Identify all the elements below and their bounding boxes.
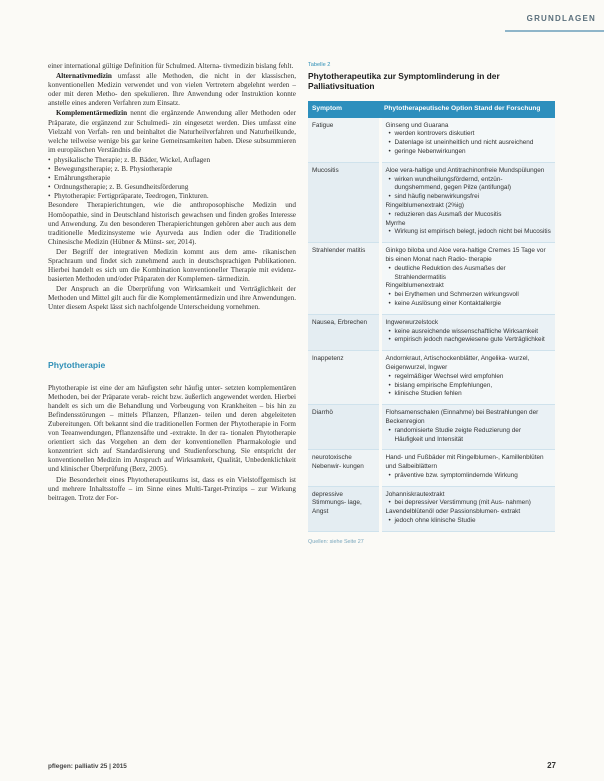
option-bullet: • wirken wundheilungsfördernd, entzün- dungshemmend, gegen Pilze (antifungal) bbox=[386, 176, 552, 194]
paragraph: einer international gültige Definition für Schulmed. Alterna- tivmedizin bislang fehlt. bbox=[48, 62, 294, 70]
section-heading: Phytotherapie bbox=[48, 359, 106, 370]
paragraph-body: umfasst alle Methoden, die nicht in der klassischen, konventionellen Medizin verwendet und von vielen Vertretern abgelehnt werden – oder mit deren Metho- den spekulieren. Ihre Anwendung oder Instruktion konnte anstelle eines anderen Verfahren zum Einsatz. bbox=[48, 72, 296, 108]
option-text: Ginseng und Guarana bbox=[385, 121, 449, 129]
option-bullets bbox=[386, 373, 552, 399]
table-kicker: Tabelle 2 bbox=[308, 62, 331, 68]
option-bullet: • jedoch ohne klinische Studie bbox=[386, 517, 552, 526]
option-bullets bbox=[386, 499, 552, 508]
table-column bbox=[308, 62, 555, 545]
option-text: Aloe vera-haltige und Antitrachinonfreie Mundspülungen bbox=[385, 166, 545, 174]
list-item: • Phytotherapie: Fertigpräparate, Teedrogen, Tinkturen. bbox=[48, 192, 296, 201]
option-bullets bbox=[386, 472, 552, 481]
term: Alternativmedizin bbox=[56, 72, 112, 81]
option-bullet: • randomisierte Studie zeigte Reduzierung der Häufigkeit und Intensität bbox=[386, 427, 552, 445]
page-number: 27 bbox=[547, 761, 556, 770]
table-row bbox=[308, 351, 555, 405]
term: Komplementärmedizin bbox=[56, 109, 128, 118]
option-bullet: • bislang empirische Empfehlungen, bbox=[386, 382, 552, 391]
option-cell bbox=[380, 486, 555, 531]
option-cell bbox=[380, 405, 555, 450]
option-bullet: • bei Erythemen und Schmerzen wirkungsvoll bbox=[386, 291, 552, 300]
column-header-symptom: Symptom bbox=[308, 101, 380, 118]
option-cell bbox=[380, 162, 555, 242]
therapy-list bbox=[48, 156, 296, 201]
table-row bbox=[308, 314, 555, 350]
paragraph: Der Begriff der integrativen Medizin kommt aus dem ame- rikanischen Sprachraum und findet sich zunehmend auch in deutschsprachigen Publikationen. Hierbei handelt es sich um die Kombination konventioneller Therapie mit evidenz- basierten Methoden und/oder Präparaten der Komplemen- tärmedizin. bbox=[48, 247, 296, 284]
table-title: Phytotherapeutika zur Symptomlinderung in der Palliativsituation bbox=[308, 71, 500, 91]
option-bullet: • Datenlage ist uneinheitlich und nicht ausreichend bbox=[386, 139, 552, 148]
symptom-cell: neurotoxische Nebenwir- kungen bbox=[308, 450, 380, 486]
symptom-cell: Diarrhö bbox=[308, 405, 380, 450]
option-text: Hand- und Fußbäder mit Ringelblumen-, Kamillenblüten und Salbeiblättern bbox=[385, 454, 544, 471]
option-text: Johanniskrautextrakt bbox=[385, 490, 445, 498]
list-item: • physikalische Therapie; z. B. Bäder, Wickel, Auflagen bbox=[48, 156, 296, 165]
option-bullet: • keine ausreichende wissenschaftliche Wirksamkeit bbox=[386, 328, 552, 337]
symptom-cell: Strahlender matitis bbox=[308, 243, 380, 315]
paragraph: Phytotherapie ist eine der am häufigsten sehr häufig unter- setzten komplementären Methoden, bei der Präparate verab- reicht bzw. äußerlich angewendet werden. Hierbei handelt es sich um die Behandlung und Vorbeugung von Krankheiten – bis hin zu Befindensstörungen – mittels Pflanzen, Pflanzen- teilen und deren abgeleiteten Zubereitungen. Oft bekannt sind die traditionellen Formen der Phytotherapie in Form von Teeanwendungen, Pflanzensäfte und -extrakte. In der ra- tionalen Phytotherapie orientiert sich das Vorgehen an dem der konventionellen Pharmakologie und konzentriert sich auf Standardisierung und Studienforschung. Sie entspricht der konventionellen Medizin im Anspruch auf Wirksamkeit, Qualität, Unbedenklichkeit und klinischer Überprüfung (Berz, 2005). bbox=[48, 383, 296, 474]
option-bullet: • regelmäßiger Wechsel wird empfohlen bbox=[386, 373, 552, 382]
option-bullet: • empirisch jedoch nachgewiesene gute Verträglichkeit bbox=[386, 336, 552, 345]
option-cell bbox=[380, 351, 555, 405]
option-bullets bbox=[386, 265, 552, 283]
option-bullets bbox=[386, 427, 552, 445]
symptom-cell: Inappetenz bbox=[308, 351, 380, 405]
option-bullets bbox=[386, 291, 552, 309]
option-text: Ringelblumenextrakt bbox=[385, 282, 444, 290]
symptom-cell: Nausea, Erbrechen bbox=[308, 314, 380, 350]
option-bullet: • klinische Studien fehlen bbox=[386, 390, 552, 399]
option-bullet: • sind häufig nebenwirkungsfrei bbox=[386, 193, 552, 202]
table-row bbox=[308, 405, 555, 450]
phytotherapy-table bbox=[308, 101, 555, 532]
option-text: Flohsamenschalen (Einnahme) bei Bestrahlungen der Beckenregion bbox=[385, 409, 539, 425]
option-bullet: • geringe Nebenwirkungen bbox=[386, 148, 552, 157]
table-row bbox=[308, 162, 555, 242]
symptom-cell: Mucositis bbox=[308, 162, 380, 242]
body-text-column bbox=[48, 62, 296, 504]
option-bullet: • keine Auslösung einer Kontaktallergie bbox=[386, 300, 552, 309]
option-bullets bbox=[386, 176, 552, 202]
option-bullets bbox=[386, 328, 552, 346]
paragraph bbox=[48, 109, 296, 154]
option-bullets bbox=[386, 517, 552, 526]
option-cell bbox=[380, 243, 555, 315]
option-text: Ingwerwurzelstock bbox=[385, 318, 439, 326]
option-bullets bbox=[386, 211, 552, 220]
table-row bbox=[308, 243, 555, 315]
option-cell bbox=[380, 314, 555, 350]
list-item: • Ernährungstherapie bbox=[48, 174, 296, 183]
option-text: Lavendelblütenöl oder Passionsblumen- extrakt bbox=[385, 508, 521, 516]
column-header-option: Phytotherapeutische Option Stand der Forschung bbox=[380, 101, 555, 118]
table-row bbox=[308, 450, 555, 486]
paragraph: Besondere Therapierichtungen, wie die anthroposophische Medizin und Homöopathie, sind in Deutschland historisch gewachsen und finden großes Interesse und Anwendung. Zu den besonderen Therapierichtungen gehören aber auch aus dem traditionelle Medizinsysteme wie Ayurveda aus Indien oder die Traditionelle Chinesische Medizin (Hübner & Münst- ser, 2014). bbox=[48, 201, 296, 246]
paragraph-body: nennt die ergänzende Anwendung aller Methoden oder Präparate, die ergänzend zur Schulmedi- zin eingesetzt werden. Dies umfasst eine Vielzahl von Verfah- ren und beinhaltet die Naturheilverfahren und Naturheilkunde, welche teilweise wenige bis gar keine Gemeinsamkeiten haben. Diese subsummieren im europäischen Verständnis die bbox=[48, 109, 296, 154]
option-bullet: • bei depressiver Verstimmung (mit Aus- nahmen) bbox=[386, 499, 552, 508]
page-header bbox=[0, 0, 604, 40]
option-cell bbox=[380, 450, 555, 486]
option-bullet: • deutliche Reduktion des Ausmaßes der Strahlendermatitis bbox=[386, 265, 552, 283]
option-text: Andornkraut, Artischockenblätter, Angelika- wurzel, Geigenwurzel, Ingwer bbox=[385, 355, 530, 371]
table-row bbox=[308, 486, 555, 531]
table-row bbox=[308, 118, 555, 163]
symptom-cell: depressive Stimmungs- lage, Angst bbox=[308, 486, 380, 531]
option-bullet: • präventive bzw. symptomlindernde Wirkung bbox=[386, 472, 552, 481]
paragraph bbox=[48, 72, 296, 108]
table-source: Quellen: siehe Seite 27 bbox=[308, 538, 364, 545]
option-bullet: • reduzieren das Ausmaß der Mucositis bbox=[386, 211, 552, 220]
option-bullets bbox=[386, 130, 552, 156]
option-text: Ringelblumenextrakt (2%ig) bbox=[385, 201, 464, 209]
paragraph: Die Besonderheit eines Phytotherapeutikums ist, dass es ein Vielstoffgemisch ist und mehrere Inhaltsstoffe – im Sinne eines Multi-Target-Prinzips – zur Wirkung beitragen. Trotz der For- bbox=[48, 475, 296, 502]
footer-journal: pflegen: palliativ 25 | 2015 bbox=[48, 763, 127, 770]
option-text: Ginkgo biloba und Aloe vera-haltige Cremes 15 Tage vor bis einen Monat nach Radio- therapie bbox=[385, 247, 546, 263]
symptom-cell: Fatigue bbox=[308, 118, 380, 163]
list-item: • Ordnungstherapie; z. B. Gesundheitsförderung bbox=[48, 183, 296, 192]
option-text: Myrrhe bbox=[385, 219, 406, 227]
option-cell bbox=[380, 118, 555, 163]
paragraph: Der Anspruch an die Überprüfung von Wirksamkeit und Verträglichkeit der Methoden und Mittel gilt auch für die Komplementärmedizin und ihre Anwendungen. Unter diesem Aspekt lässt sich nachfolgende Unterscheidung vornehmen. bbox=[48, 285, 296, 312]
option-bullet: • werden kontrovers diskutiert bbox=[386, 130, 552, 139]
option-bullets bbox=[386, 228, 552, 237]
list-item: • Bewegungstherapie; z. B. Physiotherapie bbox=[48, 165, 296, 174]
section-label: GRUNDLAGEN bbox=[526, 14, 596, 23]
header-rule bbox=[505, 30, 604, 32]
option-bullet: • Wirkung ist empirisch belegt, jedoch nicht bei Mucositis bbox=[386, 228, 552, 237]
